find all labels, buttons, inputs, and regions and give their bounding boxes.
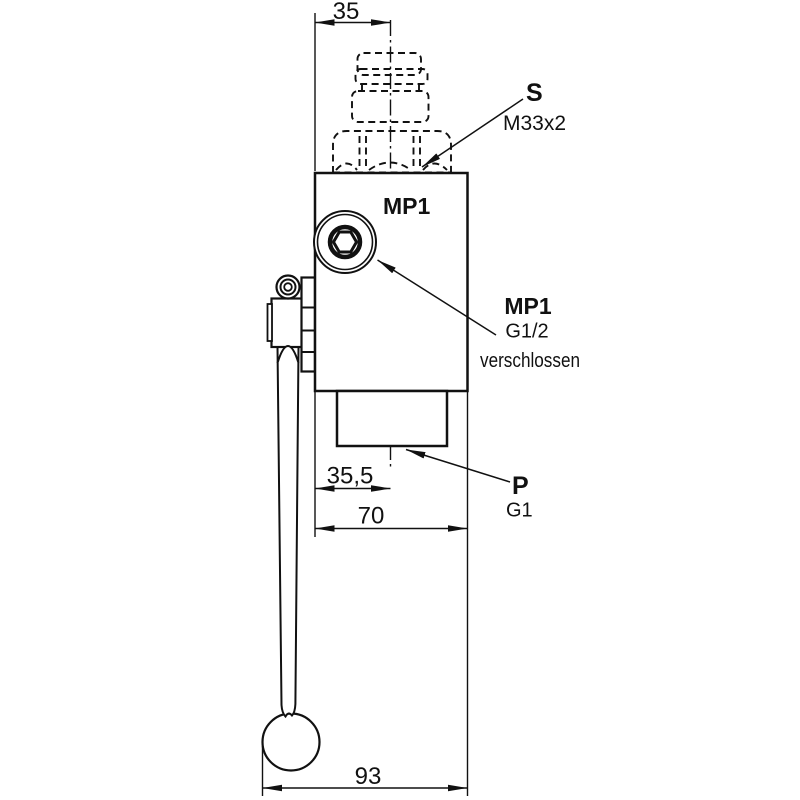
hex-chamfer-arc [336,164,357,171]
dim-value-overall: 93 [354,763,382,790]
label-s: S [526,79,543,107]
lever-bracket [272,299,305,348]
lever-arm [278,347,299,717]
hex-nut-outline [333,131,451,173]
plug-outer-circle [314,211,376,273]
label-mp1-marking: MP1 [383,193,431,219]
side-boss [302,278,316,372]
label-mp1-thread: G1/2 [505,320,549,343]
label-p-thread: G1 [506,499,533,522]
label-p: P [512,472,529,500]
dim-value-port-offset: 35,5 [326,462,374,490]
p-port-boss [337,391,447,446]
label-s-thread: M33x2 [503,112,567,135]
leader-p [406,450,510,483]
fitting-collar [356,69,428,84]
dim-value-top-width: 35 [332,0,360,25]
bracket-side-plate [268,304,273,341]
lever-ball-handle [263,714,320,771]
boss-outline [302,278,316,372]
label-mp1-note: verschlossen [480,350,580,372]
mp1-plug [314,211,376,273]
dim-value-body-width: 70 [357,502,385,530]
top-fitting-dashed [333,53,451,173]
label-mp1: MP1 [504,293,552,319]
fitting-cap [358,53,422,75]
